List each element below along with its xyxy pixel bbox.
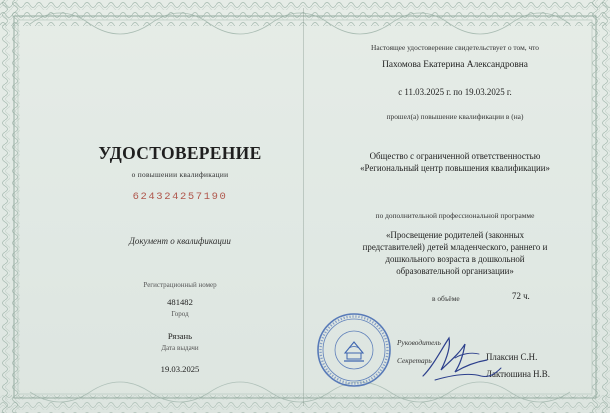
organization-stamp — [316, 312, 392, 388]
head-name: Плаксин С.Н. — [486, 352, 538, 362]
holder-name: Пахомова Екатерина Александровна — [382, 60, 528, 70]
training-period: с 11.03.2025 г. по 19.03.2025 г. — [398, 87, 512, 97]
certificate-title: УДОСТОВЕРЕНИЕ — [98, 143, 262, 163]
city-value: Рязань — [167, 331, 193, 341]
program-label: по дополнительной профессиональной программе — [375, 211, 535, 220]
registration-number: 481482 — [167, 297, 193, 307]
volume-label: в объёме — [432, 294, 460, 303]
city-label: Город — [171, 310, 189, 318]
secretary-name: Лактюшина Н.В. — [486, 369, 550, 379]
organization-line: Общество с ограниченной ответственностью — [369, 151, 541, 161]
certify-text: Настоящее удостоверение свидетельствует о том, что — [371, 43, 539, 52]
registration-label: Регистрационный номер — [143, 281, 217, 289]
document-type: Документ о квалификации — [129, 236, 231, 246]
program-line: дошкольного возраста в дошкольной — [385, 254, 525, 264]
head-label: Руководитель — [397, 338, 441, 347]
volume-value: 72 ч. — [512, 291, 530, 301]
issue-date-value: 19.03.2025 — [160, 364, 200, 374]
issue-date-label: Дата выдачи — [161, 344, 199, 352]
secretary-label: Секретарь — [397, 356, 432, 365]
center-fold — [303, 8, 304, 406]
training-intro: прошел(а) повышение квалификации в (на) — [386, 112, 524, 121]
program-line: образовательной организации» — [396, 266, 514, 276]
organization-line: «Региональный центр повышения квалификации» — [360, 163, 550, 173]
certificate-subtitle: о повышении квалификации — [131, 170, 229, 179]
signature — [415, 332, 505, 384]
program-line: «Просвещение родителей (законных — [385, 230, 525, 240]
serial-number: 624324257190 — [132, 191, 228, 203]
program-line: представителей) детей младенческого, раннего и — [362, 242, 548, 252]
